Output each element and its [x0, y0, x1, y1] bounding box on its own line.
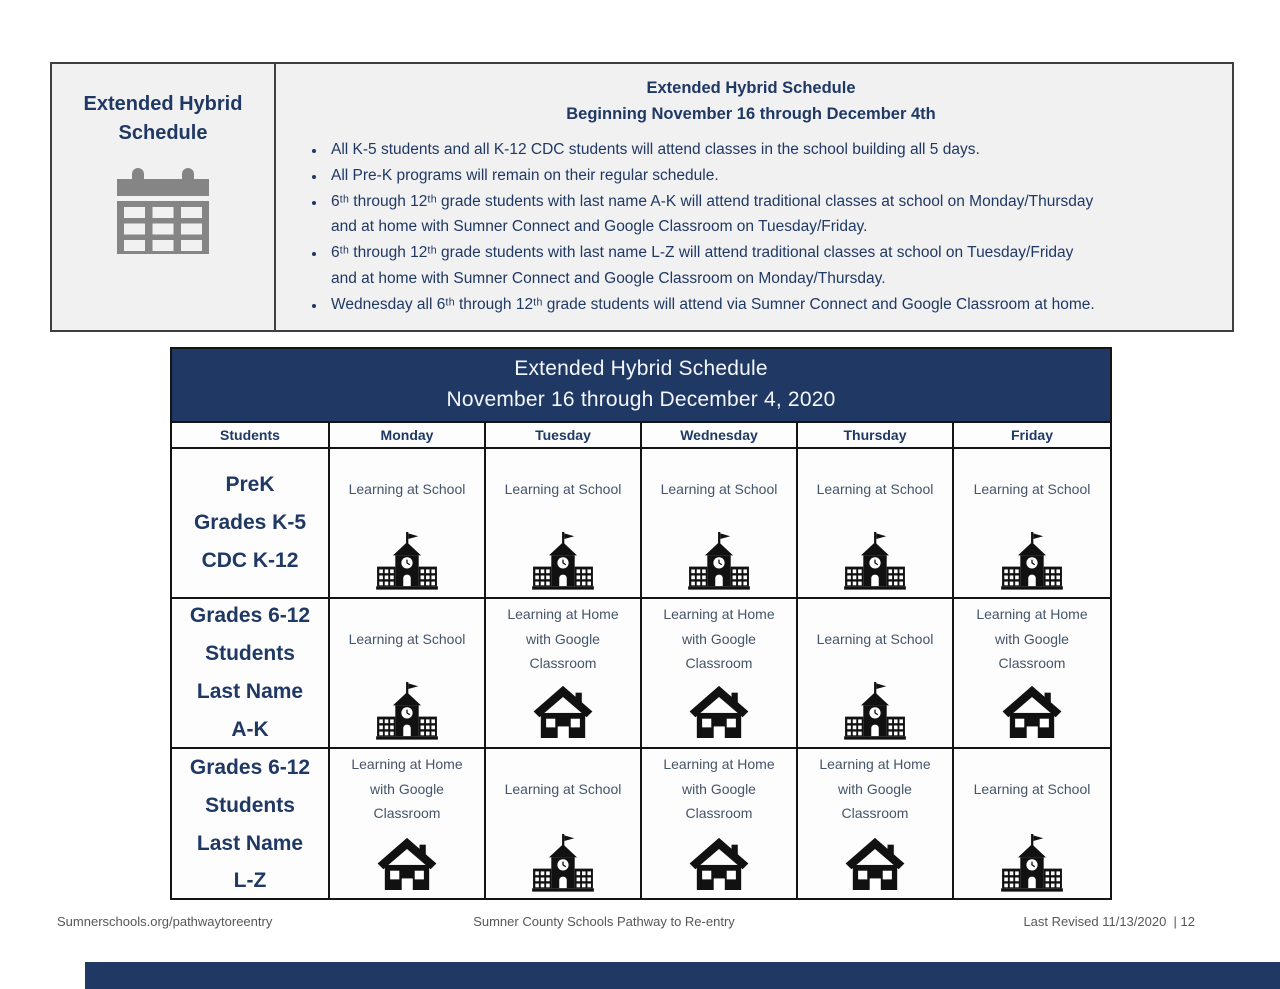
house-icon — [845, 829, 905, 900]
cell-label: Learning at Home with Google Classroom — [819, 755, 931, 822]
schedule-cell-grades6-12-a-k-wednesday — [642, 599, 798, 749]
schedule-cell-prek-k5-cdc-tuesday — [486, 449, 642, 599]
schedule-title-line1: Extended Hybrid Schedule — [514, 357, 768, 380]
footer-document-title: Sumner County Schools Pathway to Re-entry — [473, 914, 735, 929]
info-bullet-5: • Wednesday all 6ᵗʰ through 12ᵗʰ grade students will attend via Sumner Connect and Google Classroom at home. — [326, 292, 1206, 318]
info-box-title — [296, 75, 1206, 128]
page-footer — [0, 914, 1280, 934]
info-title-line1: Extended Hybrid Schedule — [646, 79, 856, 97]
cell-label: Learning at Home with Google Classroom — [663, 605, 775, 672]
school-building-icon — [844, 529, 906, 597]
info-title-line2: Beginning November 16 through December 4th — [566, 105, 936, 124]
info-bullet-1: • All K-5 students and all K-12 CDC students will attend classes in the school building all 5 days. — [326, 137, 1206, 163]
info-box-right-cell — [276, 64, 1232, 330]
school-building-icon — [532, 829, 594, 900]
cell-label: Learning at Home with Google Classroom — [663, 755, 775, 822]
schedule-cell-grades6-12-a-k-tuesday — [486, 599, 642, 749]
cell-label: Learning at School — [973, 780, 1091, 797]
column-header-thursday: Thursday — [798, 423, 954, 449]
column-header-friday: Friday — [954, 423, 1110, 449]
cell-label: Learning at School — [348, 480, 466, 497]
school-building-icon — [376, 529, 438, 597]
footer-url: Sumnerschools.org/pathwaytoreentry — [57, 914, 273, 929]
column-header-wednesday: Wednesday — [642, 423, 798, 449]
school-building-icon — [844, 679, 906, 747]
schedule-cell-prek-k5-cdc-thursday — [798, 449, 954, 599]
schedule-cell-prek-k5-cdc-monday — [330, 449, 486, 599]
column-header-monday: Monday — [330, 423, 486, 449]
info-box-left-title — [84, 90, 243, 148]
cell-label: Learning at School — [816, 480, 934, 497]
schedule-cell-grades6-12-a-k-monday — [330, 599, 486, 749]
info-bullet-list — [296, 137, 1206, 318]
schedule-cell-grades6-12-l-z-thursday — [798, 749, 954, 900]
house-icon — [689, 679, 749, 747]
info-box — [50, 62, 1234, 332]
info-bullet-2: • All Pre-K programs will remain on their regular schedule. — [326, 163, 1206, 189]
school-building-icon — [688, 529, 750, 597]
schedule-cell-grades6-12-a-k-friday — [954, 599, 1110, 749]
calendar-icon — [117, 168, 209, 259]
house-icon — [689, 829, 749, 900]
footer-revision-page: Last Revised 11/13/2020 | 12 — [1023, 914, 1195, 929]
info-bullet-4: • 6ᵗʰ through 12ᵗʰ grade students with last name L-Z will attend traditional classes at school on Tuesday/Friday and at home with Sumner Connect and Google Classroom on Monday/Thursday. — [326, 240, 1206, 292]
cell-label: Learning at Home with Google Classroom — [976, 605, 1088, 672]
schedule-cell-grades6-12-l-z-friday — [954, 749, 1110, 900]
row-label-grades6-12-a-k: Grades 6-12 Students Last Name A-K — [172, 599, 330, 749]
schedule-table — [170, 347, 1112, 900]
schedule-cell-grades6-12-l-z-monday — [330, 749, 486, 900]
cell-label: Learning at School — [660, 480, 778, 497]
cell-label: Learning at School — [816, 630, 934, 647]
info-box-left-cell — [52, 64, 276, 330]
school-building-icon — [376, 679, 438, 747]
cell-label: Learning at School — [504, 480, 622, 497]
schedule-cell-prek-k5-cdc-friday — [954, 449, 1110, 599]
cell-label: Learning at School — [973, 480, 1091, 497]
cell-label: Learning at School — [348, 630, 466, 647]
schedule-grid — [172, 423, 1110, 900]
cell-label: Learning at Home with Google Classroom — [507, 605, 619, 672]
bottom-accent-bar — [85, 962, 1280, 989]
schedule-cell-grades6-12-a-k-thursday — [798, 599, 954, 749]
info-left-title-line2: Schedule — [118, 122, 208, 144]
school-building-icon — [1001, 529, 1063, 597]
cell-label: Learning at School — [504, 780, 622, 797]
schedule-cell-grades6-12-l-z-tuesday — [486, 749, 642, 900]
cell-label: Learning at Home with Google Classroom — [351, 755, 463, 822]
schedule-cell-prek-k5-cdc-wednesday — [642, 449, 798, 599]
info-bullet-3: • 6ᵗʰ through 12ᵗʰ grade students with last name A-K will attend traditional classes at school on Monday/Thursday and at home with Sumner Connect and Google Classroom on Tuesday/Friday. — [326, 189, 1206, 241]
column-header-students: Students — [172, 423, 330, 449]
schedule-title-line2: November 16 through December 4, 2020 — [446, 388, 836, 411]
house-icon — [1002, 679, 1062, 747]
column-header-tuesday: Tuesday — [486, 423, 642, 449]
house-icon — [377, 829, 437, 900]
schedule-table-header — [172, 349, 1110, 423]
schedule-cell-grades6-12-l-z-wednesday — [642, 749, 798, 900]
house-icon — [533, 679, 593, 747]
school-building-icon — [1001, 829, 1063, 900]
row-label-prek-k5-cdc: PreK Grades K-5 CDC K-12 — [172, 449, 330, 599]
row-label-grades6-12-l-z: Grades 6-12 Students Last Name L-Z — [172, 749, 330, 900]
info-left-title-line1: Extended Hybrid — [83, 93, 243, 115]
school-building-icon — [532, 529, 594, 597]
